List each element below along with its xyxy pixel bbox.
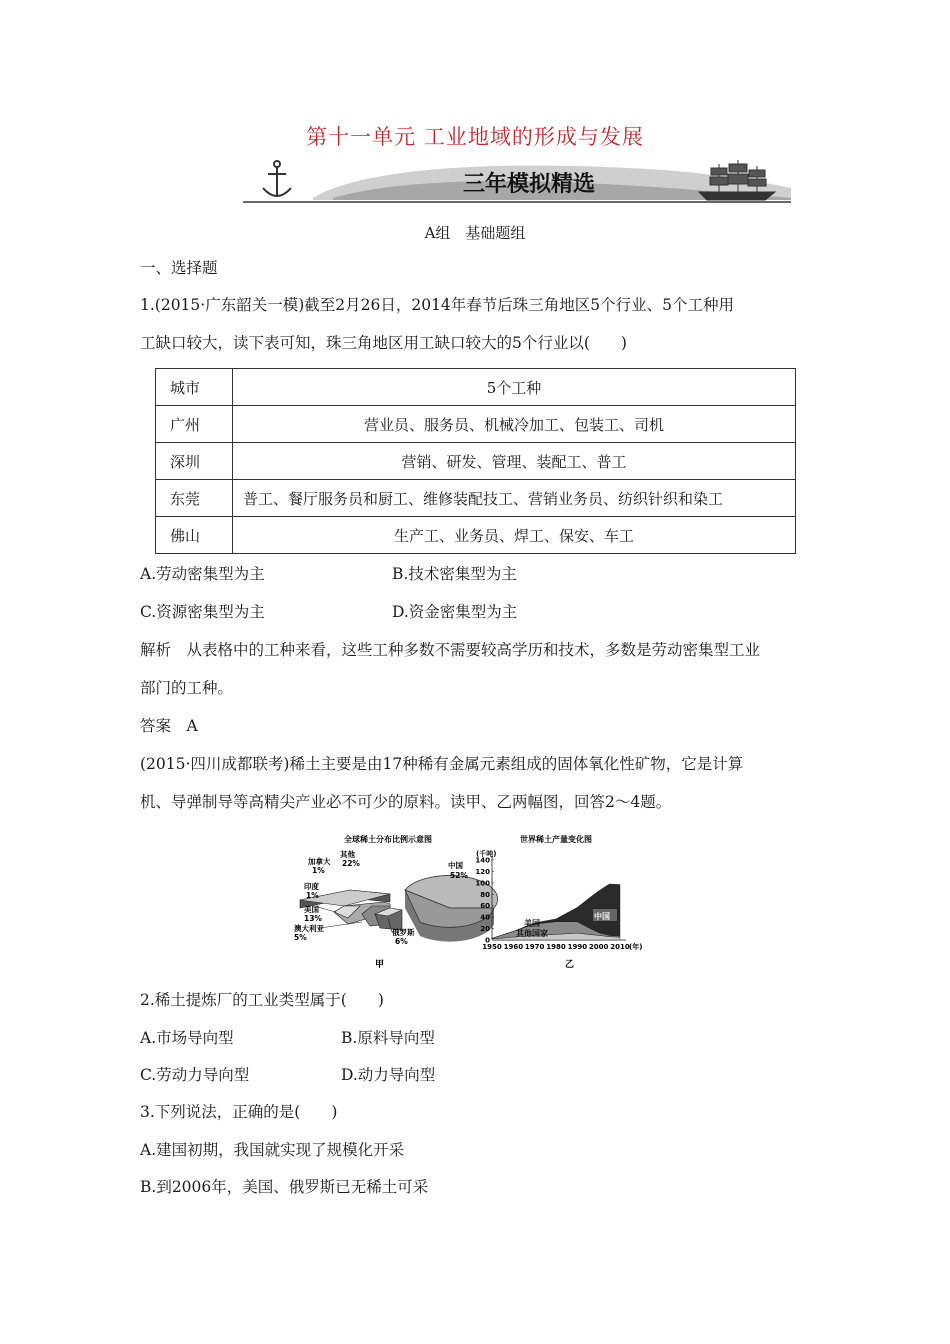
ship-icon [699, 160, 775, 200]
y-tick-label: 60 [480, 902, 490, 911]
q1-answer: 答案 A [140, 717, 198, 735]
table-header-cell: 城市 [156, 369, 233, 406]
table-cell-city: 东莞 [156, 480, 233, 517]
q1-option-c: C.资源密集型为主 [140, 603, 265, 621]
q1-analysis-line2: 部门的工种。 [140, 679, 234, 697]
y-tick-label: 20 [480, 925, 490, 934]
section-banner [243, 158, 791, 206]
x-tick-label: 1980 [546, 943, 566, 951]
banner-text: 三年模拟精选 [462, 172, 596, 197]
pie-label-usa: 美国 [304, 905, 319, 914]
pie-label-australia: 澳大利亚 [294, 924, 324, 933]
pie-label-china: 中国 [448, 861, 463, 870]
table-cell-jobs: 生产工、业务员、焊工、保安、车工 [233, 517, 796, 554]
pie-pct-india: 1% [306, 891, 319, 900]
y-tick-label: 140 [475, 856, 490, 865]
jobs-table [155, 368, 796, 554]
table-row [156, 480, 796, 517]
pie-label-russia: 俄罗斯 [392, 928, 415, 937]
x-tick-label: 2000 [588, 943, 609, 951]
figure-label-yi: 乙 [565, 960, 575, 970]
q1-option-d: D.资金密集型为主 [392, 603, 518, 621]
y-tick-label: 120 [475, 867, 490, 876]
group-title: A组 基础题组 [424, 224, 526, 242]
figure-label-jia: 甲 [375, 960, 385, 970]
x-unit-label: (年) [629, 943, 643, 951]
table-row [156, 443, 796, 480]
q3-option-a: A.建国初期，我国就实现了规模化开采 [140, 1141, 405, 1159]
page-title: 第十一单元 工业地域的形成与发展 [306, 125, 644, 149]
table-cell-jobs: 营销、研发、管理、装配工、普工 [233, 443, 796, 480]
intro-line1: (2015·四川成都联考)稀土主要是由17种稀有金属元素组成的固体氧化性矿物，它是计算 [140, 755, 744, 773]
area-unit: (千吨) [476, 850, 497, 858]
table-cell-city: 广州 [156, 406, 233, 443]
pie-label-other: 其他 [340, 850, 355, 859]
table-cell-city: 佛山 [156, 517, 233, 554]
q1-option-a: A.劳动密集型为主 [140, 565, 265, 583]
q2-stem: 2.稀土提炼厂的工业类型属于( ) [140, 991, 384, 1009]
y-tick-label: 100 [475, 879, 490, 888]
table-row [156, 517, 796, 554]
pie-label-india: 印度 [304, 882, 319, 891]
y-tick-label: 0 [485, 936, 490, 945]
pie-pct-australia: 5% [294, 933, 307, 942]
q1-stem-line2: 工缺口较大，读下表可知，珠三角地区用工缺口较大的5个行业以( ) [140, 334, 627, 352]
area-label-china: 中国 [594, 912, 610, 921]
q3-stem: 3.下列说法，正确的是( ) [140, 1103, 338, 1121]
pie-pct-usa: 13% [304, 914, 322, 923]
x-tick-label: 1990 [567, 943, 588, 951]
anchor-icon [263, 161, 291, 196]
q2-option-a: A.市场导向型 [140, 1029, 234, 1047]
q2-option-b: B.原料导向型 [341, 1029, 435, 1047]
table-cell-jobs: 普工、餐厅服务员和厨工、维修装配技工、营销业务员、纺织针织和染工 [233, 480, 796, 517]
pie-pct-russia: 6% [395, 937, 408, 946]
intro-line2: 机、导弹制导等高精尖产业必不可少的原料。读甲、乙两幅图，回答2～4题。 [140, 793, 672, 811]
x-tick-label: 1960 [503, 943, 524, 951]
table-header-cell: 5个工种 [233, 369, 796, 406]
table-cell-city: 深圳 [156, 443, 233, 480]
pie-title: 全球稀土分布比例示意图 [344, 835, 432, 844]
rare-earth-figures [280, 832, 680, 974]
area-label-usa: 美国 [524, 919, 540, 928]
table-cell-jobs: 营业员、服务员、机械冷加工、包装工、司机 [233, 406, 796, 443]
y-tick-label: 40 [480, 913, 490, 922]
pie-label-canada: 加拿大 [308, 857, 331, 866]
x-tick-label: 2010 [610, 943, 630, 951]
pie-pct-canada: 1% [312, 866, 325, 875]
q1-option-b: B.技术密集型为主 [392, 565, 517, 583]
q2-option-c: C.劳动力导向型 [140, 1066, 250, 1084]
area-label-other: 其他国家 [516, 929, 548, 938]
pie-pct-other: 22% [342, 859, 360, 868]
x-tick-label: 1950 [482, 943, 502, 951]
question-type: 一、选择题 [140, 259, 218, 277]
area-title: 世界稀土产量变化图 [520, 835, 592, 844]
q1-stem-line1: 1.(2015·广东韶关一模)截至2月26日，2014年春节后珠三角地区5个行业、5个工种用 [140, 296, 735, 314]
table-header-row [156, 369, 796, 406]
pie-pct-china: 52% [450, 871, 468, 880]
table-row [156, 406, 796, 443]
q3-option-b: B.到2006年，美国、俄罗斯已无稀土可采 [140, 1178, 429, 1196]
q1-analysis-line1: 解析 从表格中的工种来看，这些工种多数不需要较高学历和技术，多数是劳动密集型工业 [140, 641, 761, 659]
q2-option-d: D.动力导向型 [341, 1066, 436, 1084]
y-tick-label: 80 [480, 890, 490, 899]
x-tick-label: 1970 [524, 943, 545, 951]
